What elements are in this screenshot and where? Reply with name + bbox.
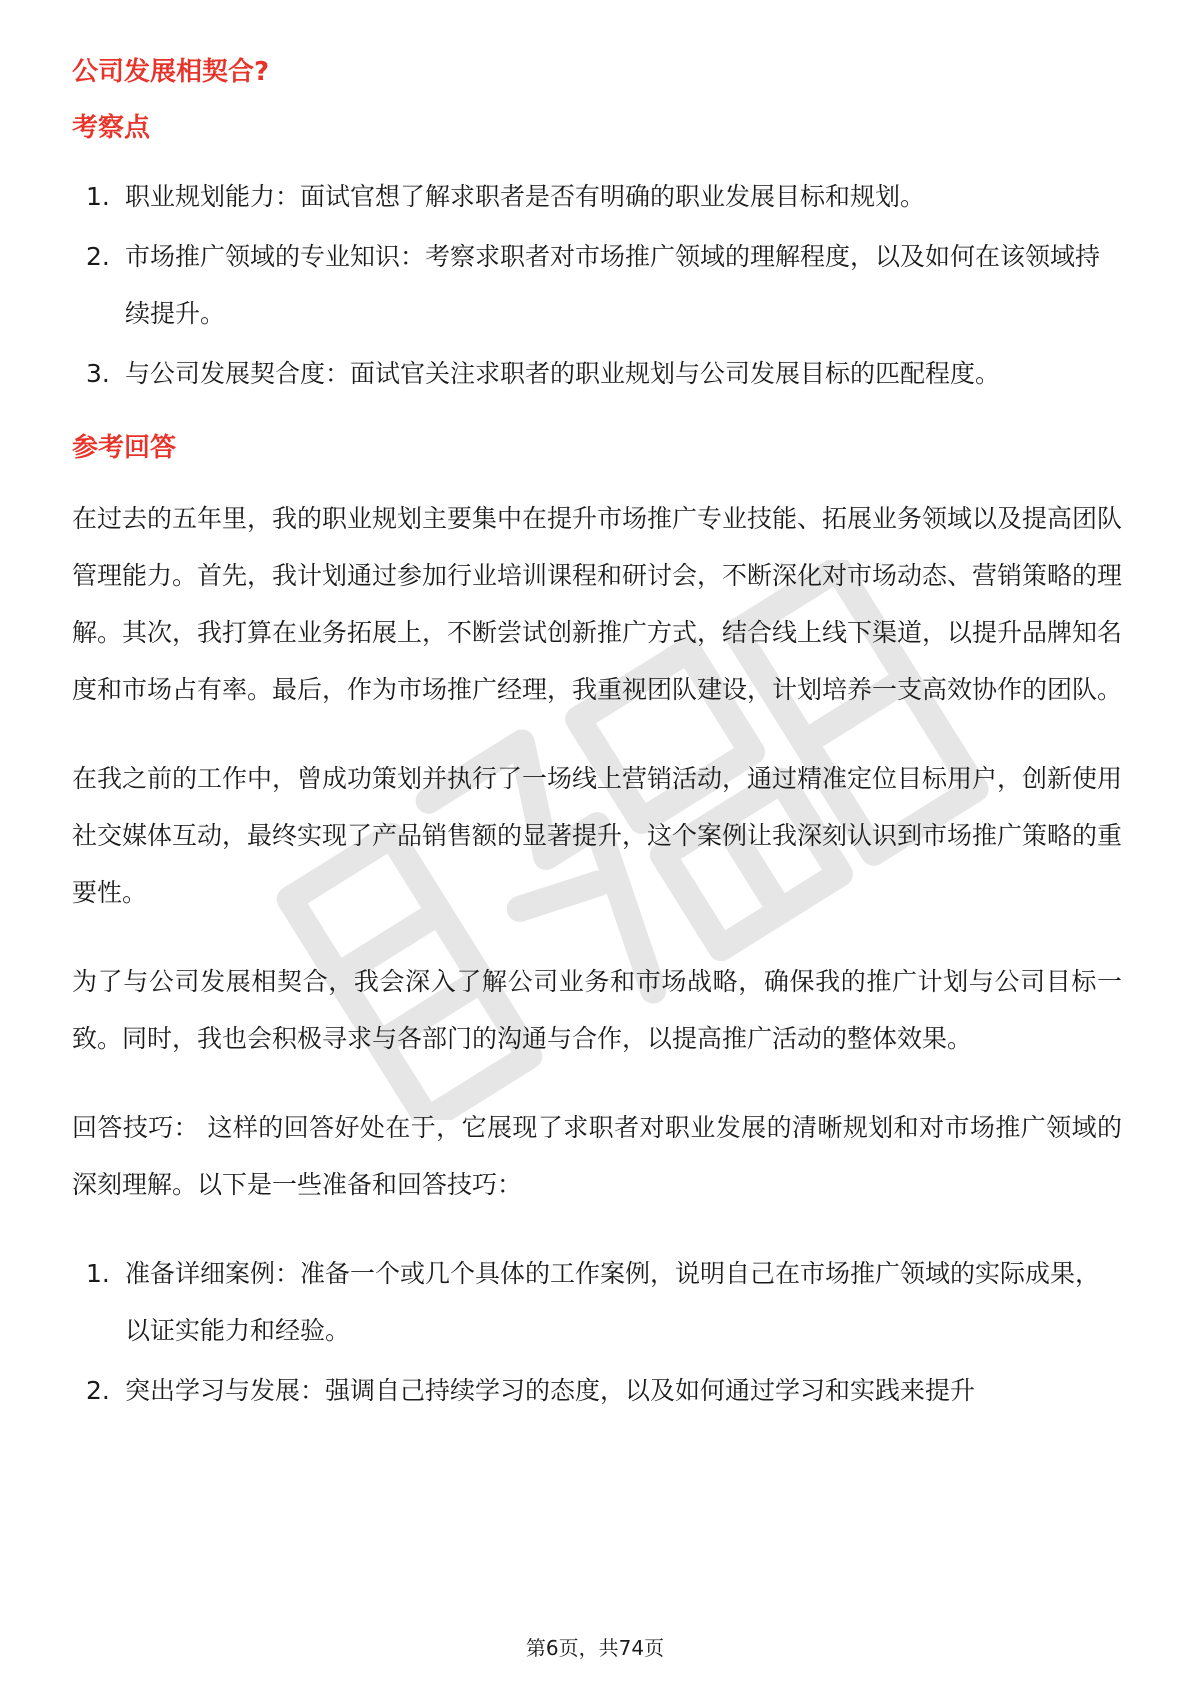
tips-list (72, 1245, 1122, 1419)
list-item (72, 228, 1122, 342)
points-list (72, 168, 1122, 402)
list-item-number: 2. (86, 1376, 110, 1405)
answer-paragraph: 为了与公司发展相契合，我会深入了解公司业务和市场战略，确保我的推广计划与公司目标一致。同时，我也会积极寻求与各部门的沟通与合作，以提高推广活动的整体效果。 (72, 967, 1122, 1053)
list-item-text: 职业规划能力：面试官想了解求职者是否有明确的职业发展目标和规划。 (125, 182, 926, 211)
list-item-number: 1. (86, 182, 110, 211)
list-item (72, 168, 1122, 225)
question-title: 公司发展相契合? (72, 57, 270, 87)
list-item-text: 市场推广领域的专业知识：考察求职者对市场推广领域的理解程度，以及如何在该领域持续提升。 (125, 242, 1101, 328)
section-heading-points: 考察点 (72, 113, 151, 143)
list-item-text: 突出学习与发展：强调自己持续学习的态度，以及如何通过学习和实践来提升 (125, 1376, 976, 1405)
list-item (72, 1245, 1122, 1359)
page-footer: 第6页，共74页 (525, 1636, 665, 1660)
list-item (72, 1362, 1122, 1419)
answer-paragraph: 在过去的五年里，我的职业规划主要集中在提升市场推广专业技能、拓展业务领域以及提高团队管理能力。首先，我计划通过参加行业培训课程和研讨会，不断深化对市场动态、营销策略的理解。其次，我打算在业务拓展上，不断尝试创新推广方式，结合线上线下渠道，以提升品牌知名度和市场占有率。最后，作为市场推广经理，我重视团队建设，计划培养一支高效协作的团队。 (72, 504, 1123, 704)
list-item-number: 2. (86, 242, 110, 271)
list-item-number: 3. (86, 359, 110, 388)
content-area (72, 52, 1122, 1422)
section-heading-answer: 参考回答 (72, 433, 177, 463)
answer-paragraph: 在我之前的工作中，曾成功策划并执行了一场线上营销活动，通过精准定位目标用户，创新使用社交媒体互动，最终实现了产品销售额的显著提升，这个案例让我深刻认识到市场推广策略的重要性。 (72, 764, 1123, 907)
list-item-number: 1. (86, 1259, 110, 1288)
tips-intro-paragraph: 回答技巧： 这样的回答好处在于，它展现了求职者对职业发展的清晰规划和对市场推广领域的深刻理解。以下是一些准备和回答技巧： (72, 1113, 1122, 1199)
list-item (72, 345, 1122, 402)
list-item-text: 准备详细案例：准备一个或几个具体的工作案例，说明自己在市场推广领域的实际成果，以证实能力和经验。 (125, 1259, 1101, 1345)
list-item-text: 与公司发展契合度：面试官关注求职者的职业规划与公司发展目标的匹配程度。 (125, 359, 1001, 388)
